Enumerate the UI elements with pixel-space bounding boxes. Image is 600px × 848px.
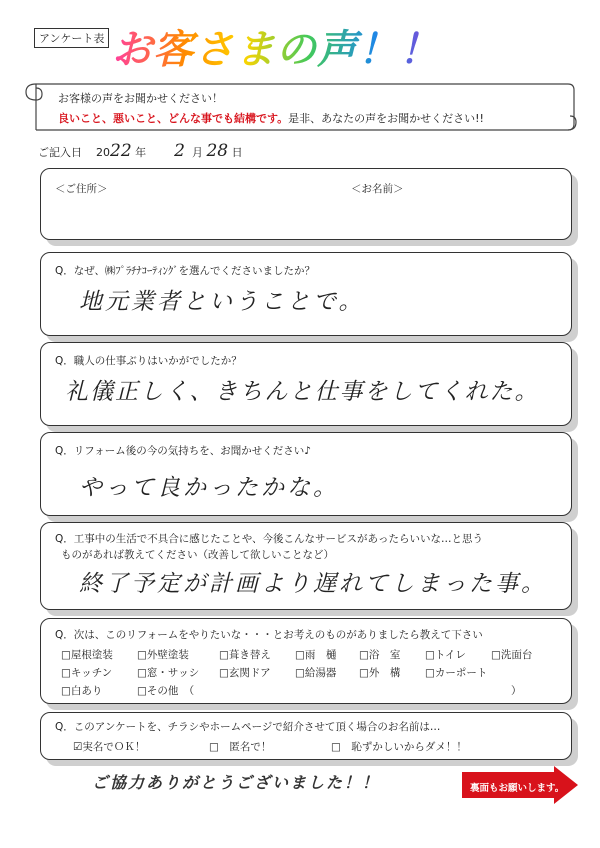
checkbox-termite[interactable]: □白あり	[61, 685, 103, 697]
question-2-text: Q．職人の仕事ぶりはいかがでしたか？	[55, 355, 242, 367]
question-card-6	[40, 712, 572, 760]
checkbox-roof-paint[interactable]: □屋根塗装	[61, 649, 113, 661]
question-card-1	[40, 252, 572, 336]
date-year-unit: 年	[135, 146, 147, 159]
option-real-name-checked[interactable]: ☑実名でＯＫ！	[73, 741, 146, 753]
option-anonymous[interactable]: □ 匿名で！	[209, 741, 272, 753]
address-label: ＜ご住所＞	[55, 183, 108, 195]
answer-3-text[interactable]: やって良かったかな。	[79, 475, 339, 501]
intro-line-2	[58, 110, 484, 126]
checkbox-entrance-door[interactable]: □玄関ドア	[219, 667, 271, 679]
checkbox-carport[interactable]: □カーポート	[425, 667, 488, 679]
checkbox-exterior[interactable]: □外 構	[359, 667, 401, 679]
checkbox-gutter[interactable]: □雨 樋	[295, 649, 337, 661]
answer-1-text[interactable]: 地元業者ということで。	[79, 289, 365, 315]
checkbox-toilet[interactable]: □トイレ	[425, 649, 466, 661]
question-card-2	[40, 342, 572, 426]
page-title: お客さまの声！！	[112, 27, 440, 73]
checkbox-washbasin[interactable]: □洗面台	[491, 649, 533, 661]
question-4-text-line-2: ものがあれば教えてください（改善して欲しいことなど）	[61, 549, 334, 561]
reverse-side-note[interactable]: 裏面もお願いします。	[470, 783, 565, 794]
name-label: ＜お名前＞	[351, 183, 404, 195]
question-card-4	[40, 522, 572, 610]
date-label: ご記入日	[38, 146, 82, 159]
checkbox-exterior-paint[interactable]: □外壁塗装	[137, 649, 189, 661]
question-card-3	[40, 432, 572, 516]
checkbox-window-sash[interactable]: □窓・サッシ	[137, 667, 200, 679]
question-card-5	[40, 618, 572, 704]
checkbox-water-heater[interactable]: □給湯器	[295, 667, 337, 679]
thanks-message: ご協力ありがとうございました！！	[92, 773, 381, 792]
option-decline[interactable]: □ 恥ずかしいからダメ！！	[331, 741, 467, 753]
date-row	[38, 141, 243, 161]
question-6-text: Q．このアンケートを、チラシやホームページで紹介させて頂く場合のお名前は…	[55, 721, 441, 733]
checkbox-other[interactable]: □その他 （	[137, 685, 195, 697]
checkbox-kitchen[interactable]: □キッチン	[61, 667, 113, 679]
question-1-text: Q．なぜ、㈱ﾌﾟﾗﾁﾅｺｰﾃｨﾝｸﾞを選んでくださいましたか？	[55, 265, 315, 277]
date-year-value[interactable]: 22	[110, 141, 132, 161]
form-tag: アンケート表	[34, 28, 109, 48]
question-4-text-line-1: Q．工事中の生活で不具合に感じたことや、今後こんなサービスがあったらいいな…と思う	[55, 533, 483, 545]
date-era: 20	[96, 146, 110, 159]
checkbox-reroofing[interactable]: □葺き替え	[219, 649, 271, 661]
intro-emphasis: 良いこと、悪いこと、どんな事でも結構です。	[58, 112, 289, 125]
question-5-text: Q．次は、このリフォームをやりたいな・・・とお考えのものがありましたら教えて下さい	[55, 629, 483, 641]
intro-rest: 是非、あなたの声をお聞かせください!!	[288, 112, 484, 125]
other-close-paren: ）	[511, 685, 522, 697]
answer-2-text[interactable]: 礼儀正しく、きちんと仕事をしてくれた。	[65, 379, 540, 405]
intro-line-1: お客様の声をお聞かせください！	[58, 92, 223, 105]
date-day-value[interactable]: 28	[206, 141, 229, 161]
question-3-text: Q．リフォーム後の今の気持ちを、お聞かせください♪	[55, 445, 311, 457]
answer-4-text[interactable]: 終了予定が計画より遅れてしまった事。	[79, 571, 547, 597]
date-day-unit: 日	[231, 146, 243, 159]
date-month-value[interactable]: 2	[174, 141, 185, 161]
checkbox-bathroom[interactable]: □浴 室	[359, 649, 401, 661]
date-month-unit: 月	[191, 146, 203, 159]
address-name-box[interactable]	[40, 168, 572, 240]
